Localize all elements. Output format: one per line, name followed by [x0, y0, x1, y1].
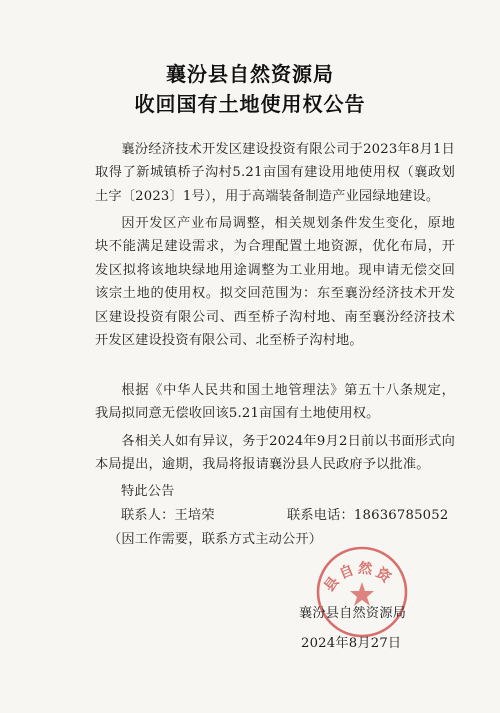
paragraph-legal-basis: 根据《中华人民共和国土地管理法》第五十八条规定，我局拟同意无偿收回该5.21亩国有土地使用权。 — [95, 383, 455, 422]
paragraph-land-acquisition: 襄汾经济技术开发区建设投资有限公司于2023年8月1日取得了新城镇桥子沟村5.21亩国有建设用地使用权（襄政划土字〔2023〕1号），用于高端装备制造产业园绿地建设。 — [95, 142, 455, 204]
contact-person: 联系人：王培荣 — [121, 508, 215, 523]
official-seal-stamp — [312, 540, 412, 640]
signature-date: 2024年8月27日 — [301, 636, 402, 651]
paragraph-objection: 各相关人如有异议，务于2024年9月2日前以书面形式向本局提出，逾期，我局将报请襄汾县人民政府予以批准。 — [95, 434, 455, 473]
issuer-title: 襄汾县自然资源局 — [166, 62, 334, 86]
notice-label: 特此公告 — [121, 484, 175, 499]
document-title: 收回国有土地使用权公告 — [134, 92, 366, 116]
contact-note: （因工作需要，联系方式主动公开） — [108, 532, 323, 547]
signature-organization: 襄汾县自然资源局 — [299, 606, 407, 621]
contact-phone: 联系电话：18636785052 — [287, 508, 449, 523]
paragraph-reason: 因开发区产业布局调整，相关规划条件发生变化，原地块不能满足建设需求，为合理配置土地资源，优化布局，开发区拟将该地块绿地用途调整为工业用地。现申请无偿交回该宗土地的使用权。拟交回范围为：东至襄汾经济技术开发区建设投资有限公司、西至桥子沟村地、南至襄汾经济技术开发区建设投资有限公司、北至桥子沟村地。 — [95, 216, 455, 349]
svg-text:县自然资: 县自然资 — [321, 560, 396, 595]
